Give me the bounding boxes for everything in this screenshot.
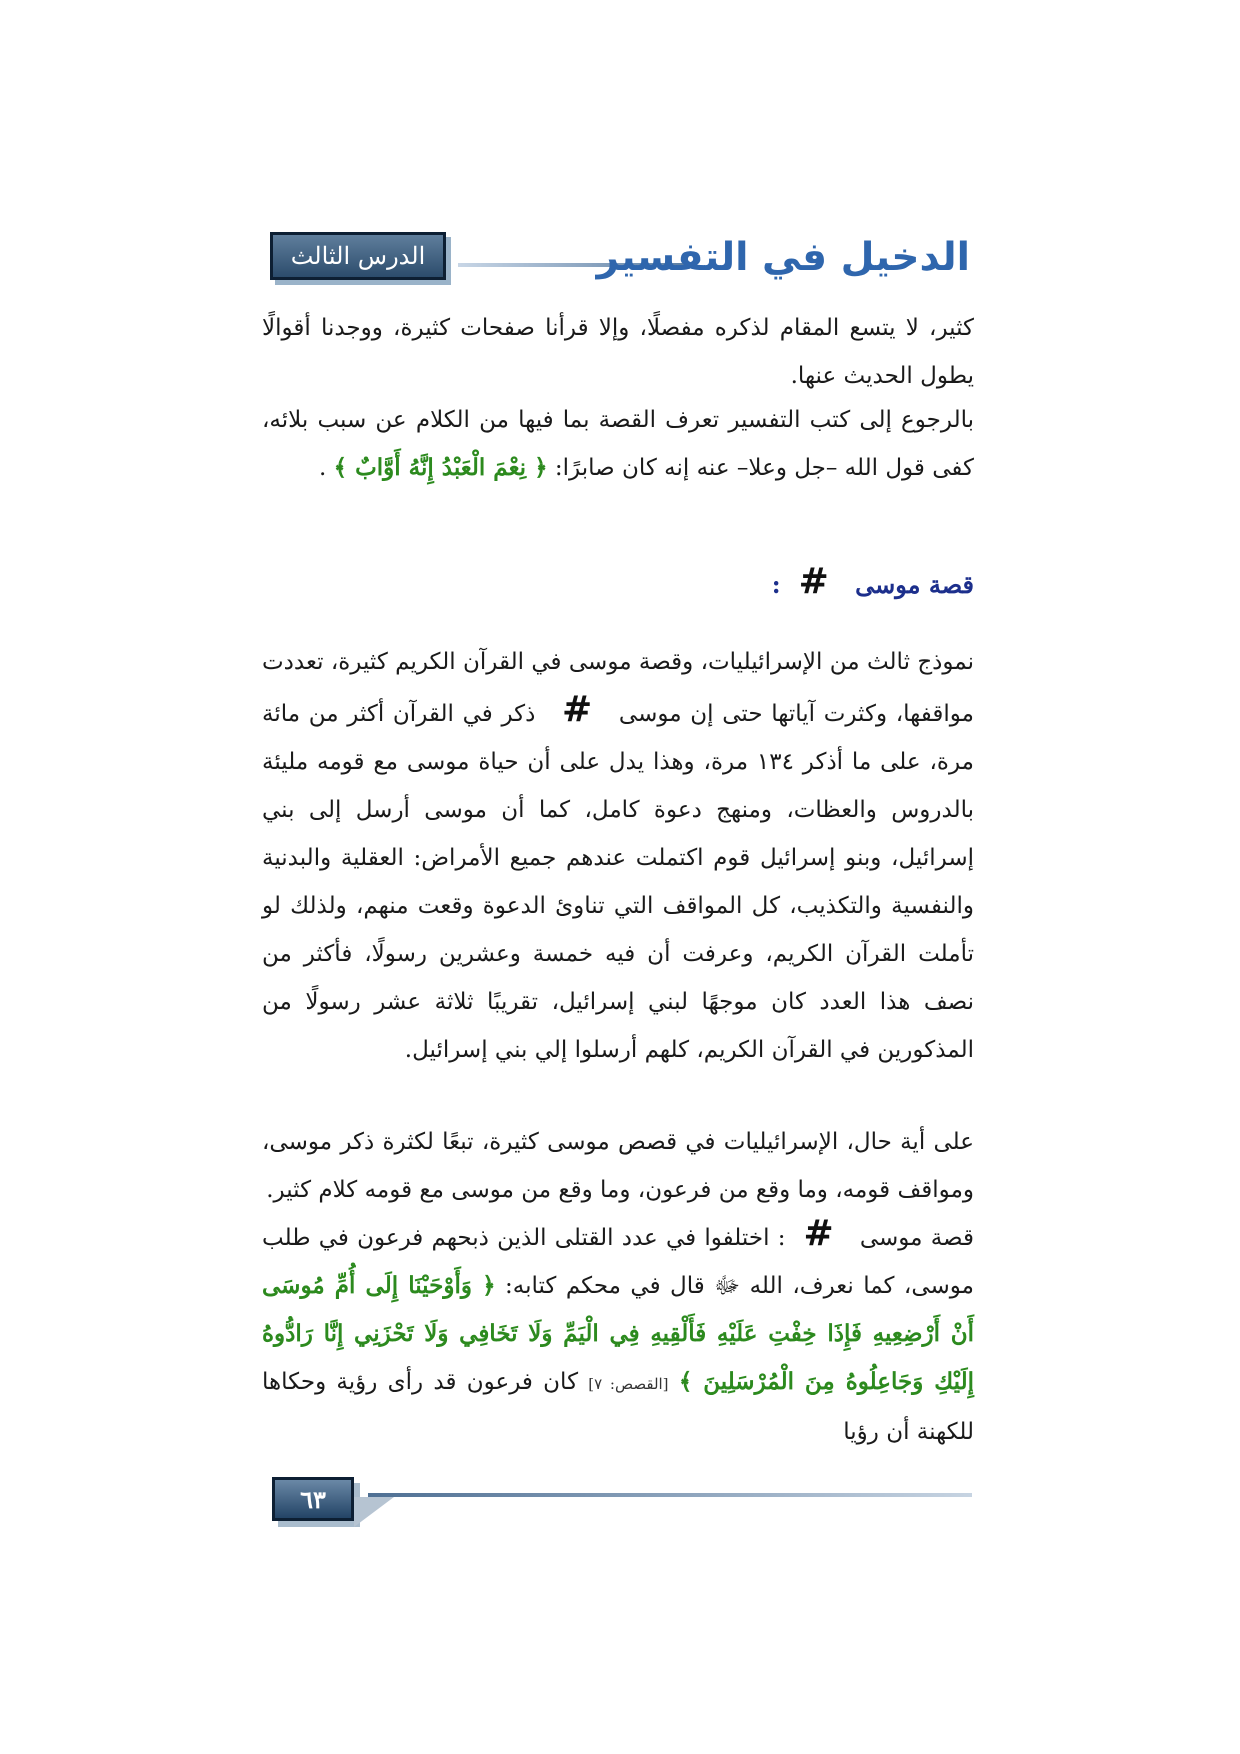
footer-wedge bbox=[354, 1497, 394, 1527]
page-footer bbox=[272, 1477, 972, 1537]
paragraph-3-part-1: نموذج ثالث من الإسرائيليات، وقصة موسى في القرآن الكريم كثيرة، تعددت مواقفها، وكثرت آياتها حتى إن موسى bbox=[262, 649, 974, 727]
section-heading-text: قصة موسى bbox=[855, 570, 974, 599]
paragraph-1: كثير، لا يتسع المقام لذكره مفصلًا، وإلا قرأنا صفحات كثيرة، ووجدنا أقوالًا يطول الحديث عنها. bbox=[262, 315, 974, 389]
honorific-symbol: # bbox=[562, 689, 593, 730]
honorific-symbol: # bbox=[798, 561, 829, 602]
quran-verse: ﴿ وَأَوْحَيْنَا إِلَى أُمِّ مُوسَى أَنْ أَرْضِعِيهِ فَإِذَا خِفْتِ عَلَيْهِ فَأَلْقِيهِ فِي الْيَمِّ وَلَا تَخَافِي وَلَا تَحْزَنِي إِنَّا رَادُّوهُ إِلَيْكِ وَجَاعِلُوهُ مِنَ الْمُرْسَلِينَ ﴾ bbox=[262, 1272, 974, 1395]
paragraph-5-end: كان فرعون قد رأى رؤية وحكاها للكهنة أن رؤيا bbox=[262, 1369, 974, 1445]
paragraph-2 bbox=[262, 396, 974, 492]
honorific-symbol: # bbox=[803, 1213, 834, 1254]
paragraph-3 bbox=[262, 638, 974, 1074]
page-number-box bbox=[272, 1477, 354, 1521]
lesson-badge bbox=[270, 232, 446, 280]
paragraph-2-text: بالرجوع إلى كتب التفسير تعرف القصة بما فيها من الكلام عن سبب بلائه، كفى قول الله –جل وعلا– عنه إنه كان صابرًا: bbox=[262, 407, 974, 481]
lesson-label: الدرس الثالث bbox=[290, 242, 426, 270]
paragraph-5 bbox=[262, 1210, 974, 1456]
paragraph-5-part-2: : اختلفوا في عدد القتلى الذين ذبحهم فرعون في طلب موسى، كما نعرف، الله ﷻ قال في محكم كتابه: bbox=[262, 1225, 974, 1299]
book-title: الدخيل في التفسير bbox=[596, 235, 970, 280]
section-heading bbox=[262, 558, 974, 609]
paragraph-3-part-2: ذكر في القرآن أكثر من مائة مرة، على ما أذكر ١٣٤ مرة، وهذا يدل على أن حياة موسى مع قومه مليئة بالدروس والعظات، ومنهج دعوة كامل، كما أن موسى أرسل إلى بني إسرائيل، وبنو إسرائيل قوم اكتملت عندهم جميع الأمراض: العقلية والبدنية والنفسية والتكذيب، كل المواقف التي تناوئ الدعوة وقعت منهم، ولذلك لو تأملت القرآن الكريم، وعرفت أن فيه خمسة وعشرين رسولًا، فأكثر من نصف هذا العدد كان موجهًا لبني إسرائيل، تقريبًا ثلاثة عشر رسولًا من المذكورين في القرآن الكريم، كلهم أرسلوا إلي بني إسرائيل. bbox=[262, 701, 974, 1063]
verse-reference: [القصص: ٧] bbox=[588, 1375, 669, 1393]
page-number: ٦٣ bbox=[300, 1484, 326, 1514]
quran-verse: ﴿ نِعْمَ الْعَبْدُ إِنَّهُ أَوَّابٌ ﴾ bbox=[333, 454, 548, 481]
footer-rule bbox=[368, 1493, 972, 1497]
page-header bbox=[270, 228, 970, 288]
paragraph-5-part-1: قصة موسى bbox=[859, 1225, 974, 1251]
section-heading-colon: : bbox=[771, 570, 781, 599]
paragraph-2-end: . bbox=[318, 455, 327, 481]
paragraph-4: على أية حال، الإسرائيليات في قصص موسى كثيرة، تبعًا لكثرة ذكر موسى، ومواقف قومه، وما وقع من فرعون، وما وقع من موسى مع قومه كلام كثير. bbox=[262, 1129, 974, 1203]
